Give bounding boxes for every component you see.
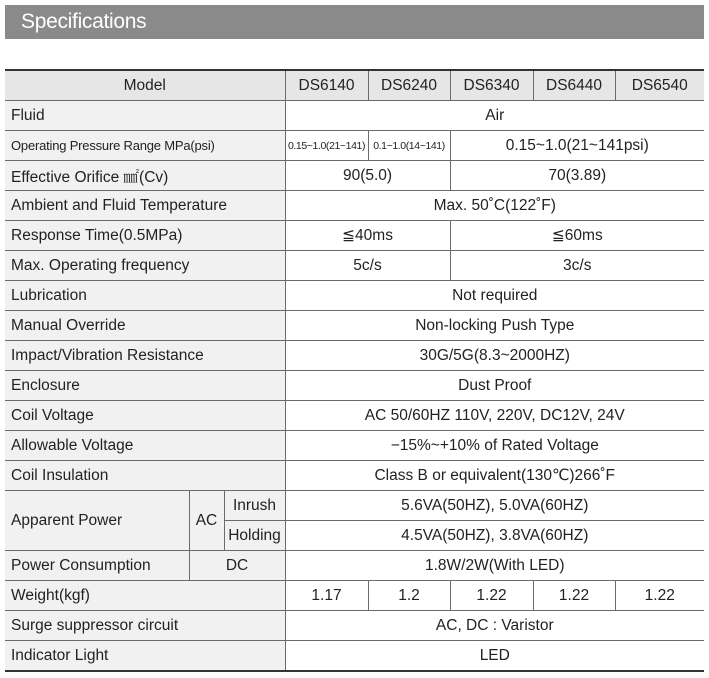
row-label-weight: Weight(kgf) (5, 581, 285, 611)
row-label-coil-insulation: Coil Insulation (5, 461, 285, 491)
table-row (5, 131, 704, 161)
row-label-apparent-power: Apparent Power (5, 491, 189, 551)
apparent-power-ac: AC (189, 491, 224, 551)
value-weight-ds6240: 1.2 (368, 581, 450, 611)
value-pressure-ds6140: 0.15~1.0(21~141) (285, 131, 368, 161)
value-frequency-2: 3c/s (450, 251, 704, 281)
model-header: Model (5, 70, 285, 101)
row-label-coil-voltage: Coil Voltage (5, 401, 285, 431)
value-coil-insulation: Class B or equivalent(130℃)266˚F (285, 461, 704, 491)
model-ds6540: DS6540 (615, 70, 704, 101)
value-impact: 30G/5G(8.3~2000HZ) (285, 341, 704, 371)
row-label-response: Response Time(0.5MPa) (5, 221, 285, 251)
table-row (5, 191, 704, 221)
value-inrush: 5.6VA(50HZ), 5.0VA(60HZ) (285, 491, 704, 521)
value-coil-voltage: AC 50/60HZ 110V, 220V, DC12V, 24V (285, 401, 704, 431)
row-label-frequency: Max. Operating frequency (5, 251, 285, 281)
value-frequency-1: 5c/s (285, 251, 450, 281)
apparent-power-holding-label: Holding (224, 521, 285, 551)
table-row (5, 251, 704, 281)
section-title: Specifications (5, 5, 704, 39)
table-header-row (5, 70, 704, 101)
table-row (5, 461, 704, 491)
table-row (5, 401, 704, 431)
model-ds6340: DS6340 (450, 70, 533, 101)
table-row (5, 221, 704, 251)
row-label-impact: Impact/Vibration Resistance (5, 341, 285, 371)
table-row (5, 551, 704, 581)
value-weight-ds6140: 1.17 (285, 581, 368, 611)
value-power-consumption: 1.8W/2W(With LED) (285, 551, 704, 581)
table-row (5, 341, 704, 371)
power-consumption-dc: DC (189, 551, 285, 581)
value-response-2: ≦60ms (450, 221, 704, 251)
row-label-override: Manual Override (5, 311, 285, 341)
table-row (5, 281, 704, 311)
specifications-table (5, 69, 704, 672)
value-orifice-1: 90(5.0) (285, 161, 450, 191)
row-label-temperature: Ambient and Fluid Temperature (5, 191, 285, 221)
value-indicator: LED (285, 641, 704, 672)
value-weight-ds6540: 1.22 (615, 581, 704, 611)
value-pressure-ds6240: 0.1~1.0(14~141) (368, 131, 450, 161)
table-row (5, 101, 704, 131)
value-pressure-others: 0.15~1.0(21~141psi) (450, 131, 704, 161)
model-ds6440: DS6440 (533, 70, 615, 101)
value-holding: 4.5VA(50HZ), 3.8VA(60HZ) (285, 521, 704, 551)
value-lubrication: Not required (285, 281, 704, 311)
model-ds6240: DS6240 (368, 70, 450, 101)
value-override: Non-locking Push Type (285, 311, 704, 341)
row-label-power-consumption: Power Consumption (5, 551, 189, 581)
value-fluid: Air (285, 101, 704, 131)
value-allowable-voltage: −15%~+10% of Rated Voltage (285, 431, 704, 461)
row-label-pressure: Operating Pressure Range MPa(psi) (5, 131, 285, 161)
table-row (5, 581, 704, 611)
value-orifice-2: 70(3.89) (450, 161, 704, 191)
row-label-orifice: Effective Orifice ㎟(Cv) (5, 161, 285, 191)
value-surge: AC, DC : Varistor (285, 611, 704, 641)
table-row (5, 161, 704, 191)
apparent-power-inrush-label: Inrush (224, 491, 285, 521)
value-enclosure: Dust Proof (285, 371, 704, 401)
value-response-1: ≦40ms (285, 221, 450, 251)
table-row (5, 491, 704, 521)
value-weight-ds6340: 1.22 (450, 581, 533, 611)
row-label-enclosure: Enclosure (5, 371, 285, 401)
model-ds6140: DS6140 (285, 70, 368, 101)
row-label-lubrication: Lubrication (5, 281, 285, 311)
table-row (5, 611, 704, 641)
table-row (5, 311, 704, 341)
table-row (5, 371, 704, 401)
row-label-indicator: Indicator Light (5, 641, 285, 672)
row-label-surge: Surge suppressor circuit (5, 611, 285, 641)
row-label-allowable-voltage: Allowable Voltage (5, 431, 285, 461)
row-label-fluid: Fluid (5, 101, 285, 131)
table-row (5, 641, 704, 672)
value-temperature: Max. 50˚C(122˚F) (285, 191, 704, 221)
table-row (5, 431, 704, 461)
value-weight-ds6440: 1.22 (533, 581, 615, 611)
